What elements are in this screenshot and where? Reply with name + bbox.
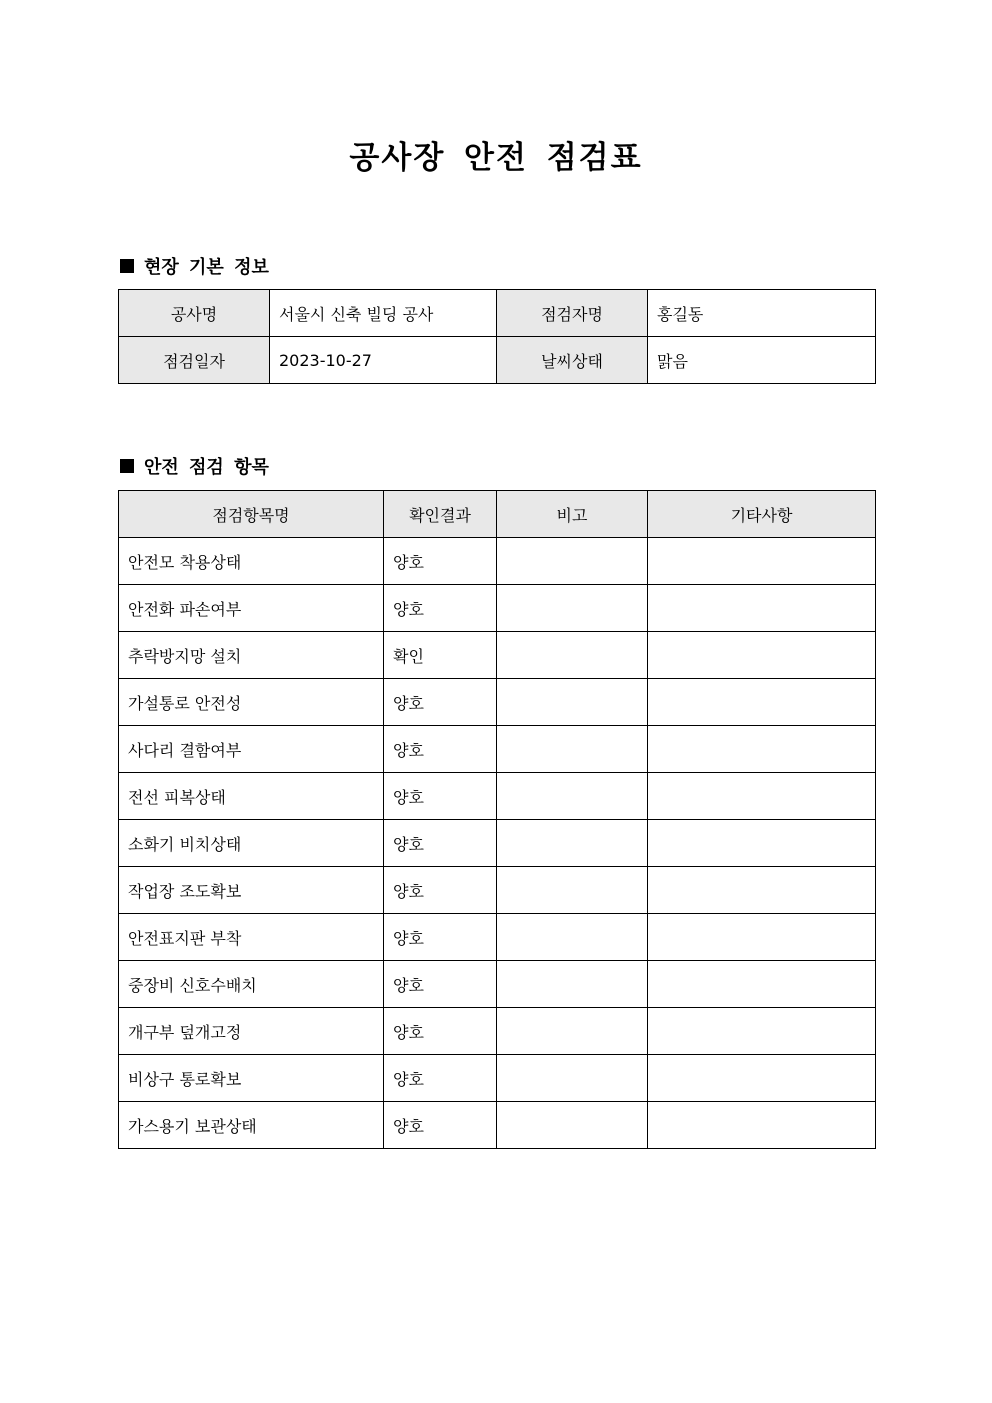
table-row (119, 773, 876, 820)
item-note (497, 726, 648, 773)
item-note (497, 914, 648, 961)
item-result: 양호 (384, 585, 497, 632)
item-name: 가설통로 안전성 (119, 679, 384, 726)
info-row (119, 337, 876, 384)
item-note (497, 1055, 648, 1102)
item-etc (648, 726, 876, 773)
black-square-icon (120, 459, 134, 473)
item-result: 양호 (384, 820, 497, 867)
table-row (119, 820, 876, 867)
table-row (119, 914, 876, 961)
item-name: 작업장 조도확보 (119, 867, 384, 914)
column-header-result: 확인결과 (384, 491, 497, 538)
item-name: 추락방지망 설치 (119, 632, 384, 679)
item-result: 양호 (384, 538, 497, 585)
item-note (497, 1102, 648, 1149)
inspector-value: 홍길동 (648, 290, 876, 337)
project-name-value: 서울시 신축 빌딩 공사 (270, 290, 497, 337)
document-title: 공사장 안전 점검표 (349, 140, 643, 176)
item-etc (648, 1055, 876, 1102)
date-value: 2023-10-27 (270, 337, 497, 384)
table-row (119, 1055, 876, 1102)
item-result: 양호 (384, 914, 497, 961)
item-name: 소화기 비치상태 (119, 820, 384, 867)
table-row (119, 585, 876, 632)
item-etc (648, 914, 876, 961)
item-name: 안전표지판 부착 (119, 914, 384, 961)
item-etc (648, 961, 876, 1008)
table-row (119, 961, 876, 1008)
item-name: 비상구 통로확보 (119, 1055, 384, 1102)
item-name: 전선 피복상태 (119, 773, 384, 820)
table-row (119, 1008, 876, 1055)
item-result: 양호 (384, 867, 497, 914)
checklist-table (118, 490, 876, 1149)
checklist-header-row (119, 491, 876, 538)
column-header-note: 비고 (497, 491, 648, 538)
table-row (119, 1102, 876, 1149)
checklist-heading-text: 안전 점검 항목 (144, 457, 269, 478)
item-result: 양호 (384, 1055, 497, 1102)
basic-info-table (118, 289, 876, 384)
table-row (119, 538, 876, 585)
item-name: 안전화 파손여부 (119, 585, 384, 632)
item-name: 안전모 착용상태 (119, 538, 384, 585)
checklist-heading (120, 453, 269, 479)
inspector-label: 점검자명 (497, 290, 648, 337)
item-etc (648, 679, 876, 726)
item-etc (648, 585, 876, 632)
weather-label: 날씨상태 (497, 337, 648, 384)
item-etc (648, 1102, 876, 1149)
item-etc (648, 820, 876, 867)
item-etc (648, 538, 876, 585)
item-result: 양호 (384, 679, 497, 726)
item-etc (648, 632, 876, 679)
black-square-icon (120, 259, 134, 273)
item-note (497, 820, 648, 867)
info-row (119, 290, 876, 337)
table-row (119, 632, 876, 679)
table-row (119, 679, 876, 726)
item-name: 사다리 결함여부 (119, 726, 384, 773)
column-header-item: 점검항목명 (119, 491, 384, 538)
item-name: 개구부 덮개고정 (119, 1008, 384, 1055)
basic-info-heading (120, 253, 269, 279)
column-header-etc: 기타사항 (648, 491, 876, 538)
item-note (497, 679, 648, 726)
item-etc (648, 867, 876, 914)
item-note (497, 538, 648, 585)
table-row (119, 726, 876, 773)
date-label: 점검일자 (119, 337, 270, 384)
item-note (497, 867, 648, 914)
item-note (497, 632, 648, 679)
item-result: 양호 (384, 1102, 497, 1149)
item-result: 확인 (384, 632, 497, 679)
item-name: 중장비 신호수배치 (119, 961, 384, 1008)
item-name: 가스용기 보관상태 (119, 1102, 384, 1149)
basic-info-heading-text: 현장 기본 정보 (144, 257, 269, 278)
item-result: 양호 (384, 961, 497, 1008)
item-etc (648, 1008, 876, 1055)
item-result: 양호 (384, 1008, 497, 1055)
item-note (497, 1008, 648, 1055)
item-note (497, 585, 648, 632)
project-name-label: 공사명 (119, 290, 270, 337)
item-result: 양호 (384, 726, 497, 773)
item-etc (648, 773, 876, 820)
item-note (497, 773, 648, 820)
item-note (497, 961, 648, 1008)
table-row (119, 867, 876, 914)
weather-value: 맑음 (648, 337, 876, 384)
item-result: 양호 (384, 773, 497, 820)
